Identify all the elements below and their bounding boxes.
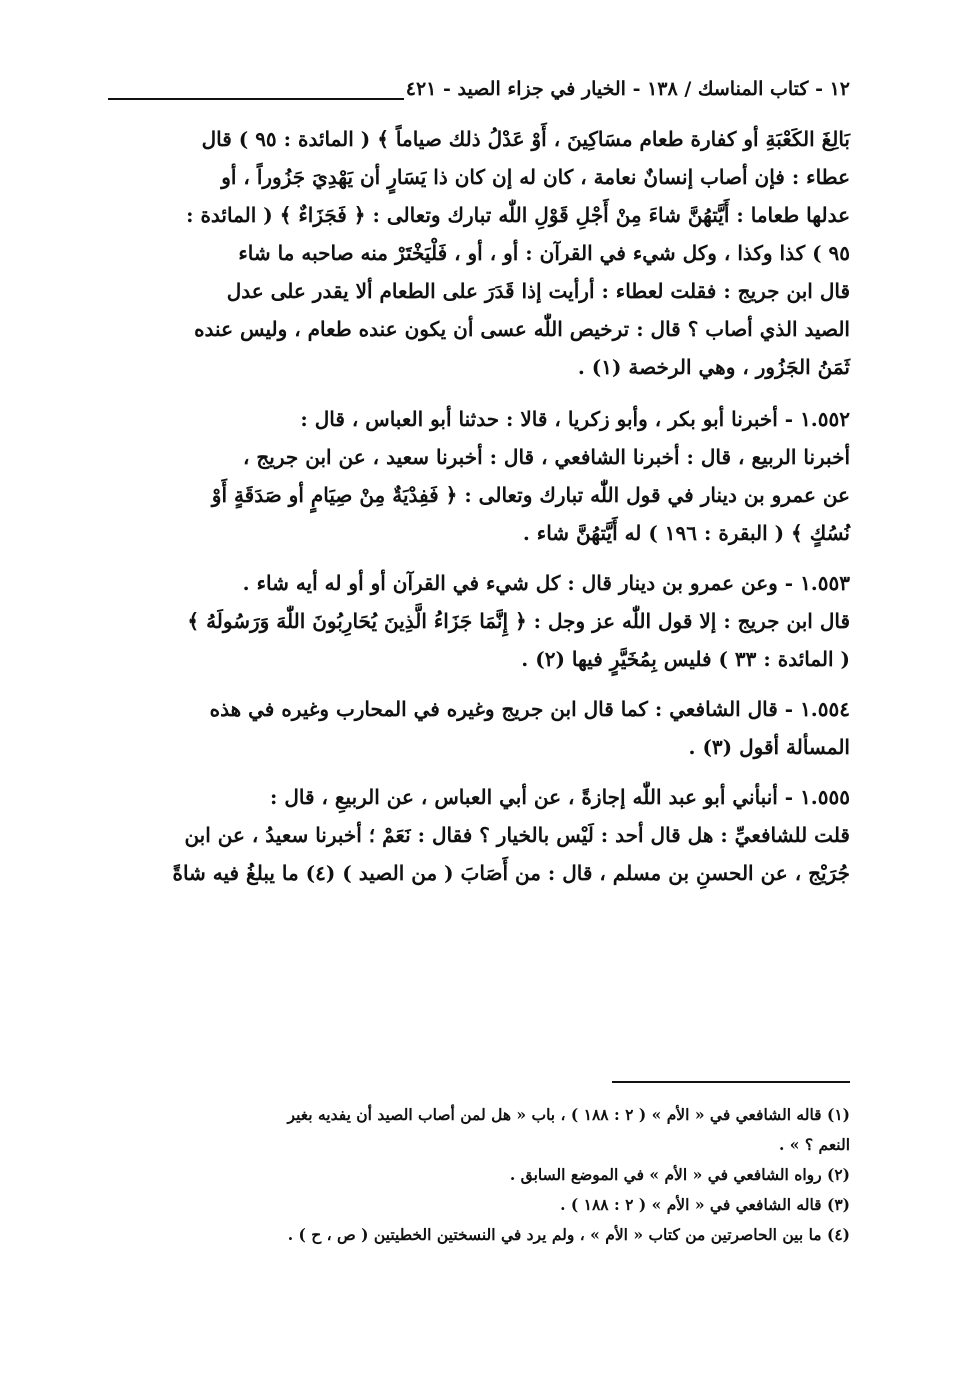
footnotes [110, 1100, 850, 1250]
footnote-3: (٣) قاله الشافعي في « الأم » ( ٢ : ١٨٨ ) . [560, 1195, 850, 1214]
footnote-1-continued: النعم ؟ » . [779, 1135, 850, 1154]
paragraph-1553 [106, 564, 850, 678]
footnote-4: (٤) ما بين الحاصرتين من كتاب « الأم » ، ولم يرد في النسختين الخطيتين ( ص ، ح ) . [287, 1225, 850, 1244]
paragraph-1554 [106, 690, 850, 766]
footnote-2: (٢) رواه الشافعي في « الأم » في الموضع السابق . [509, 1165, 850, 1184]
text-line: عدلها طعاما : أَيَّتهُنَّ شاءَ مِنْ أَجْلِ قَوْلِ اللّٰه تبارك وتعالى : ﴿ فَجَزَاءٌ ﴾ ( المائدة : [186, 203, 850, 227]
text-line: قلت للشافعيِّ : هل قال أحد : لَيْس بالخيار ؟ فقال : نَعَمْ ؛ أخبرنا سعيدُ ، عن ابن [184, 823, 850, 847]
text-line: ١.٥٥٣ - وعن عمرو بن دينار قال : كل شيء في القرآن أو أو له أيه شاء . [242, 571, 850, 595]
text-line: الصيد الذي أصاب ؟ قال : ترخيص اللّٰه عسى أن يكون عنده طعام ، وليس عنده [194, 317, 850, 341]
header-title: ١٢ - كتاب المناسك / ١٣٨ - الخيار في جزاء الصيد - ٤٢١ [405, 78, 850, 100]
text-line: بَالِغَ الكَعْبَةِ أو كفارة طعام مسَاكِينَ ، أَوْ عَدْلُ ذلك صياماً ﴾ ( المائدة : ٩٥ ) قال [201, 127, 850, 151]
footnote-separator [612, 1081, 850, 1083]
running-header [108, 72, 850, 112]
text-line: ١.٥٥٥ - أنبأني أبو عبد اللّٰه إجازةً ، عن أبي العباس ، عن الربيعِ ، قال : [269, 785, 850, 809]
paragraph-1552 [106, 400, 850, 552]
text-line: عن عمرو بن دينار في قول اللّٰه تبارك وتعالى : ﴿ فَفِدْيَةٌ مِنْ صِيَامٍ أو صَدَقَةٍ أَوْ [211, 483, 850, 507]
text-line: ١.٥٥٢ - أخبرنا أبو بكر ، وأبو زكريا ، قالا : حدثنا أبو العباس ، قال : [300, 407, 850, 431]
footnote-1: (١) قاله الشافعي في « الأم » ( ٢ : ١٨٨ ) ، باب « هل لمن أصاب الصيد أن يفديه بغير [287, 1105, 850, 1124]
paragraph [106, 120, 850, 386]
text-line: جُرَيْج ، عن الحسنِ بن مسلم ، قال : من أَصَابَ ( من الصيد ) (٤) ما يبلغُ فيه شاةً [172, 861, 850, 885]
text-line: ( المائدة : ٣٣ ) فليس بِمُخَيَّرٍ فيها (٢) . [521, 647, 850, 671]
text-line: ثَمَنُ الجَزُور ، وهي الرخصة (١) . [577, 355, 850, 379]
text-line: أخبرنا الربيع ، قال : أخبرنا الشافعي ، قال : أخبرنا سعيد ، عن ابن جريج ، [242, 445, 850, 469]
main-text [106, 120, 850, 904]
text-line: ١.٥٥٤ - قال الشافعي : كما قال ابن جريج وغيره في المحارب وغيره في هذه [209, 697, 850, 721]
paragraph-1555 [106, 778, 850, 892]
header-rule [108, 98, 404, 100]
text-line: قال ابن جريج : فقلت لعطاء : أرأيت إذا قَدَرَ على الطعام ألا يقدر على عدل [226, 279, 850, 303]
text-line: نُسُكٍ ﴾ ( البقرة : ١٩٦ ) له أَيَّتهُنَّ شاء . [522, 521, 850, 545]
text-line: المسألة أقول (٣) . [688, 735, 850, 759]
text-line: ٩٥ ) كذا وكذا ، وكل شيء في القرآن : أو ، أو ، فَلْيَخْتَرْ منه صاحبه ما شاء [238, 241, 850, 265]
text-line: قال ابن جريج : إلا قول اللّٰه عز وجل : ﴿ إِنَّمَا جَزَاءُ الَّذِينَ يُحَارِبُونَ اللّٰهَ وَرَسُولَهُ ﴾ [187, 609, 850, 633]
text-line: عطاء : فإن أصاب إنسانٌ نعامة ، كان له إن كان ذا يَسَارٍ أن يَهْدِيَ جَزُوراً ، أو [221, 165, 850, 189]
